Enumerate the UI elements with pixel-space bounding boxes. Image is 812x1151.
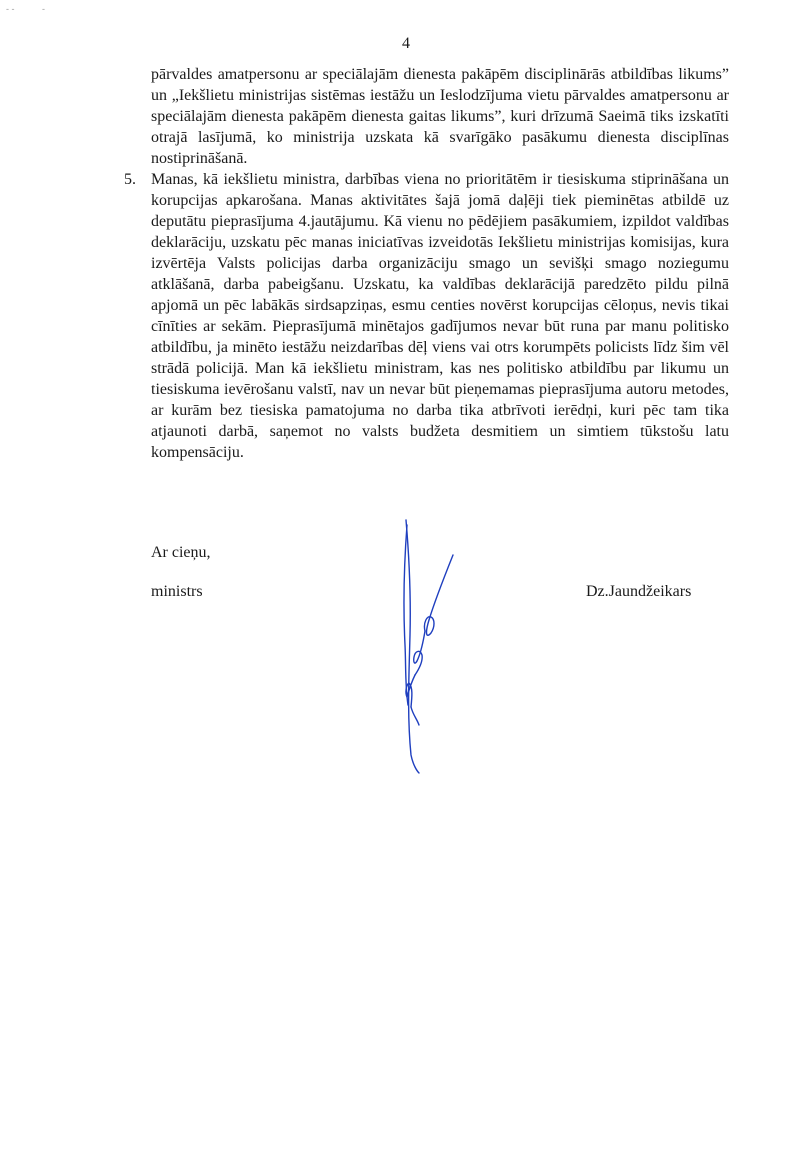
document-body bbox=[124, 64, 729, 463]
handwritten-signature bbox=[395, 515, 465, 775]
page-number: 4 bbox=[402, 35, 410, 52]
closing-salutation: Ar cieņu, bbox=[151, 544, 211, 561]
signer-role: ministrs bbox=[151, 583, 203, 600]
list-item bbox=[124, 169, 729, 463]
scan-mark: - bbox=[42, 4, 45, 14]
list-item-text: Manas, kā iekšlietu ministra, darbības viena no prioritātēm ir tiesiskuma stiprināšana un korupcijas apkarošana. Manas aktivitātes šajā jomā daļēji tiek pieminētas atbildē uz deputātu pieprasījuma 4.jautājumu. Kā vienu no pēdējiem pasākumiem, izpildot valdības deklarāciju, uzskatu pēc manas iniciatīvas izveidotās Iekšlietu ministrijas komisijas, kura izvērtēja Valsts policijas darba organizāciju smago un sevišķi smago noziegumu atklāšanā, darba pabeigšanu. Uzskatu, ka valdības deklarācijā paredzēto pildu pilnā apjomā un pēc labākās sirdsapziņas, esmu centies novērst korupcijas cēloņus, nevis tikai cīnīties ar sekām. Pieprasījumā minētajos gadījumos nevar būt runa par manu politisko atbildību, ja minēto iestāžu neizdarības dēļ viens vai otrs korumpēts policists līdz šim vēl strādā policijā. Man kā iekšlietu ministram, kas nes politisko atbildību par likumu un tiesiskuma ievērošanu valstī, nav un nevar būt pieņemamas pieprasījuma autoru metodes, ar kurām bez tiesiska pamatojuma no darba tika atbrīvoti ierēdņi, kuri pēc tam tika atjaunoti darbā, saņemot no valsts budžeta desmitiem un simtiem tūkstošu latu kompensāciju. bbox=[151, 171, 729, 461]
signer-name: Dz.Jaundžeikars bbox=[586, 583, 692, 600]
list-item-number: 5. bbox=[124, 171, 136, 188]
continued-paragraph: pārvaldes amatpersonu ar speciālajām dienesta pakāpēm disciplinārās atbildības likums” un „Iekšlietu ministrijas sistēmas iestāžu un Ieslodzījuma vietu pārvaldes amatpersonu ar speciālajām dienesta pakāpēm dienesta gaitas likums”, kuri drīzumā Saeimā tiks izskatīti otrajā lasījumā, ko ministrija uzskata kā svarīgāko pasākumu dienesta disciplīnas nostiprināšanā. bbox=[151, 66, 729, 167]
scan-mark: - - bbox=[6, 4, 15, 14]
